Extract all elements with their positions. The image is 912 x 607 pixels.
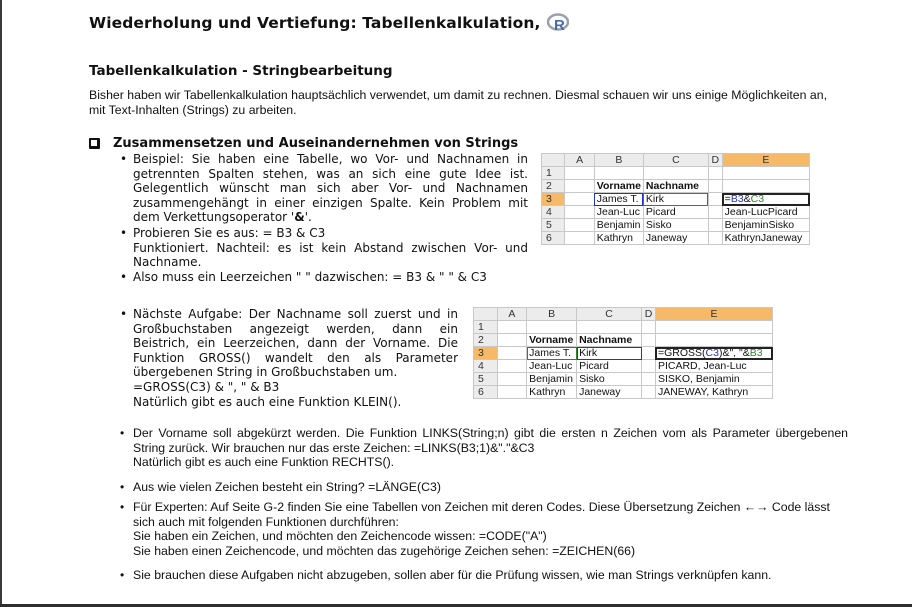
column-header-e: E (722, 154, 809, 167)
bullet-text: Sie brauchen diese Aufgaben nicht abzugeben, sollen aber für die Prüfung wissen, wie man Strings verknüpfen kann. (133, 568, 772, 582)
cell-b3-referenced: James T. (527, 347, 577, 360)
list-item (133, 568, 833, 583)
row-header: 5 (474, 373, 498, 386)
cell: Jean-Luc (527, 360, 577, 373)
cell (497, 360, 527, 373)
cell-header-vorname: Vorname (594, 180, 643, 193)
formula-ref-b3: B3 (749, 347, 763, 359)
cell (708, 180, 722, 193)
cell (722, 180, 809, 193)
cell-e3-formula (655, 347, 772, 360)
row-header-selected: 3 (474, 347, 498, 360)
page-border-left (0, 0, 2, 607)
cell: Kathryn (527, 386, 577, 399)
bullet-text: Also muss ein Leerzeichen " " dazwischen: = B3 & " " & C3 (133, 270, 487, 284)
cell-header-vorname: Vorname (527, 334, 577, 347)
row-header: 5 (542, 219, 565, 232)
cell-header-nachname: Nachname (577, 334, 642, 347)
formula-text: )&", "& (718, 347, 750, 359)
cell: Janeway (577, 386, 642, 399)
cell: Jean-LucPicard (722, 206, 809, 219)
formula-text: = (724, 193, 731, 205)
cell: SISKO, Benjamin (655, 373, 772, 386)
cell (497, 373, 527, 386)
checkbox-bullet-icon (89, 138, 100, 149)
column-header-c: C (643, 154, 708, 167)
sheet-header-row (542, 154, 810, 167)
sheet-row (474, 321, 773, 334)
bullet-text: Aus wie vielen Zeichen besteht ein String? =LÄNGE(C3) (133, 480, 441, 494)
sheet-row (542, 206, 810, 219)
bullet-line-zeichen: Sie haben einen Zeichencode, und möchten das zugehörige Zeichen sehen: =ZEICHEN(66) (133, 543, 636, 558)
sheet-row (474, 360, 773, 373)
cell: Picard (577, 360, 642, 373)
formula-text: =GROSS( (657, 347, 706, 359)
page-title (89, 13, 569, 33)
bullet-formula: =GROSS(C3) & ", " & B3 (133, 379, 280, 394)
cell (497, 334, 527, 347)
cell (565, 219, 594, 232)
cell: Janeway (643, 232, 708, 245)
cell: Picard (643, 206, 708, 219)
intro-paragraph: Bisher haben wir Tabellenkalkulation hauptsächlich verwendet, um damit zu rechnen. Diesmal schauen wir uns einige Möglichkeiten an, mit Text-Inhalten (Strings) zu arbeiten. (89, 88, 827, 117)
cell: Sisko (577, 373, 642, 386)
bullet-line-code: Sie haben ein Zeichen, und möchten den Zeichencode wissen: =CODE("A") (133, 529, 547, 544)
cell (565, 232, 594, 245)
cell: Jean-Luc (594, 206, 643, 219)
cell (642, 386, 656, 399)
bullet-note: Natürlich gibt es auch eine Funktion RECHTS(). (133, 455, 395, 470)
sheet-row (542, 167, 810, 180)
column-header-a: A (565, 154, 594, 167)
sheet-row (474, 347, 773, 360)
bullet-text: • Für Experten: Auf Seite G-2 finden Sie eine Tabellen von Zeichen mit deren Codes. Diese Übersetzung Zeichen ←→ Code lässt sich auch mit folgenden Funktionen durchführen: (133, 500, 830, 529)
row-header: 6 (474, 386, 498, 399)
cell (708, 232, 722, 245)
cell-c3-referenced: Kirk (577, 347, 642, 360)
bullet-text: • Nächste Aufgabe: Der Nachname soll zuerst und in Großbuchstaben angezeigt werden, dann ein Beistrich, ein Leerzeichen, dann der Vorname. Die Funktion GROSS() wandelt den als Parameter übergebenen String in Großbuchstaben um. (133, 307, 458, 380)
spreadsheet-gross-example (473, 307, 773, 399)
sheet-corner (542, 154, 565, 167)
cell (642, 334, 656, 347)
spreadsheet-concat-example (541, 153, 810, 245)
cell: PICARD, Jean-Luc (655, 360, 772, 373)
cell-b3-referenced: James T. (594, 193, 643, 206)
bullet-text: • Der Vorname soll abgekürzt werden. Die Funktion LINKS(String;n) gibt die ersten n Zeichen vom als Parameter übergebenen String zurück. Wir brauchen nur das erste Zeichen: =LINKS(B3;1)&"."&C3 (133, 426, 848, 455)
cell: Kathryn (594, 232, 643, 245)
cell (497, 347, 527, 360)
cell: BenjaminSisko (722, 219, 809, 232)
cell-e3-formula (722, 193, 809, 206)
sheet-row (542, 219, 810, 232)
sheet-row (474, 334, 773, 347)
bullet-note: Natürlich gibt es auch eine Funktion KLEIN(). (133, 394, 402, 409)
cell (708, 206, 722, 219)
column-header-b: B (594, 154, 643, 167)
list-item (133, 500, 848, 558)
r-logo-icon (547, 13, 569, 33)
cell (642, 360, 656, 373)
row-header: 4 (542, 206, 565, 219)
cell (722, 167, 809, 180)
cell (642, 321, 656, 334)
column-header-b: B (527, 308, 577, 321)
column-header-c: C (577, 308, 642, 321)
list-item (133, 152, 528, 225)
cell (497, 321, 527, 334)
formula-ref-b3: B3 (730, 193, 744, 205)
row-header-selected: 3 (542, 193, 565, 206)
sheet-row (542, 232, 810, 245)
cell (577, 321, 642, 334)
cell (708, 219, 722, 232)
cell-c3-referenced: Kirk (643, 193, 708, 206)
section-heading-text: Zusammensetzen und Auseinandernehmen von Strings (113, 136, 519, 151)
column-header-e: E (655, 308, 772, 321)
cell (642, 373, 656, 386)
sheet-row (474, 373, 773, 386)
row-header: 6 (542, 232, 565, 245)
sheet-corner (474, 308, 498, 321)
sheet-row (542, 180, 810, 193)
page-title-text: Wiederholung und Vertiefung: Tabellenkalkulation, (89, 14, 541, 32)
cell: Sisko (643, 219, 708, 232)
cell (708, 167, 722, 180)
cell (655, 321, 772, 334)
cell (642, 347, 656, 360)
cell (565, 180, 594, 193)
cell: JANEWAY, Kathryn (655, 386, 772, 399)
bullet-formula-line: • Probieren Sie es aus: = B3 & C3 (133, 226, 326, 240)
formula-text: & (743, 193, 751, 205)
cell (497, 386, 527, 399)
cell (655, 334, 772, 347)
section-heading (89, 136, 518, 151)
concat-operator: & (294, 210, 305, 225)
section-subtitle: Tabellenkalkulation - Stringbearbeitung (89, 63, 393, 79)
formula-ref-c3: C3 (705, 347, 719, 359)
cell (565, 206, 594, 219)
cell (708, 193, 722, 206)
sheet-header-row (474, 308, 773, 321)
cell (527, 321, 577, 334)
list-item (133, 307, 458, 409)
column-header-d: D (642, 308, 656, 321)
row-header: 1 (542, 167, 565, 180)
bullet-text-end: '. (304, 210, 312, 225)
cell (565, 193, 594, 206)
row-header: 1 (474, 321, 498, 334)
cell: KathrynJaneway (722, 232, 809, 245)
row-header: 2 (474, 334, 498, 347)
cell: Benjamin (527, 373, 577, 386)
cell-header-nachname: Nachname (643, 180, 708, 193)
sheet-row (474, 386, 773, 399)
row-header: 4 (474, 360, 498, 373)
column-header-a: A (497, 308, 527, 321)
cell (594, 167, 643, 180)
bullet-text: Beispiel: Sie haben eine Tabelle, wo Vor- und Nachnamen in getrennten Spalten stehen, was an sich eine gute Idee ist. Gelegentlich wünscht man sich aber Vor- und Nachnamen zusammengehängt in einer einzigen Spalte. Kein Problem mit dem Verkettungsoperator ' (133, 152, 528, 225)
formula-ref-c3: C3 (750, 193, 765, 205)
sheet-row (542, 193, 810, 206)
list-item (133, 226, 528, 270)
cell (643, 167, 708, 180)
list-item (133, 426, 848, 470)
cell (565, 167, 594, 180)
svg-text:R: R (553, 17, 565, 33)
row-header: 2 (542, 180, 565, 193)
cell: Benjamin (594, 219, 643, 232)
list-item (133, 480, 848, 495)
bullet-note-line: Funktioniert. Nachteil: es ist kein Abstand zwischen Vor- und Nachname. (133, 240, 528, 270)
column-header-d: D (708, 154, 722, 167)
list-item (133, 270, 528, 285)
